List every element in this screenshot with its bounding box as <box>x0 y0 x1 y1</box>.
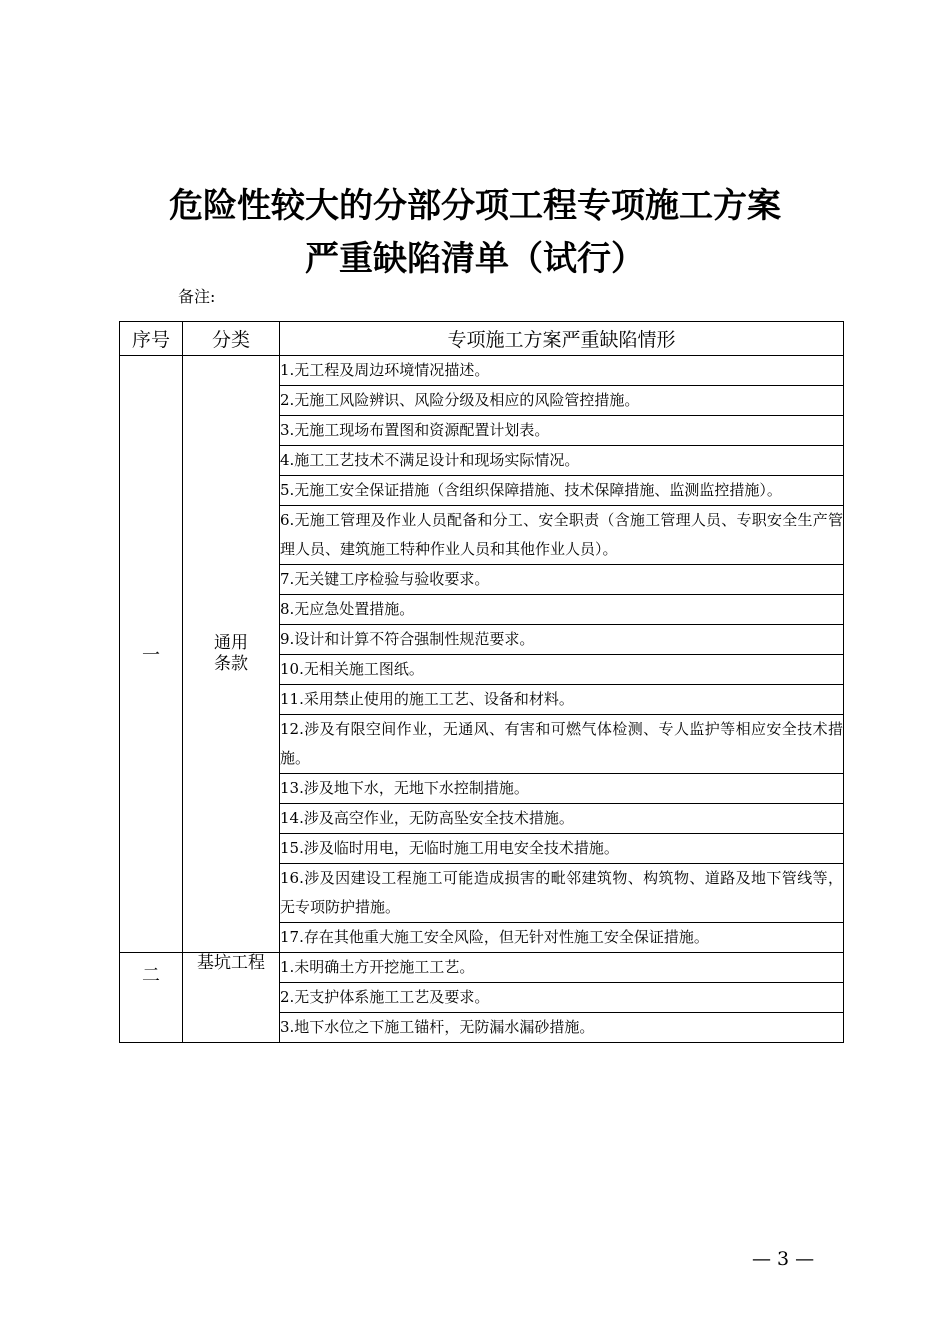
header-category: 分类 <box>183 322 280 356</box>
header-description: 专项施工方案严重缺陷情形 <box>280 322 844 356</box>
defect-item: 5.无施工安全保证措施（含组织保障措施、技术保障措施、监测监控措施）。 <box>280 476 844 506</box>
defect-item: 6.无施工管理及作业人员配备和分工、安全职责（含施工管理人员、专职安全生产管理人员、建筑施工特种作业人员和其他作业人员）。 <box>280 506 844 565</box>
defect-item: 11.采用禁止使用的施工工艺、设备和材料。 <box>280 685 844 715</box>
title-line-1: 危险性较大的分部分项工程专项施工方案 <box>169 186 781 226</box>
defect-item: 3.地下水位之下施工锚杆，无防漏水漏砂措施。 <box>280 1013 844 1043</box>
table-row <box>120 356 844 386</box>
title-line-2: 严重缺陷清单（试行） <box>305 239 645 279</box>
defect-item: 15.涉及临时用电，无临时施工用电安全技术措施。 <box>280 834 844 864</box>
group-number: 一 <box>120 356 183 953</box>
note-label: 备注: <box>178 287 216 306</box>
page-number: — 3 — <box>752 1248 815 1270</box>
group-category <box>183 953 280 1043</box>
group-category <box>183 356 280 953</box>
table-row <box>120 953 844 983</box>
defect-item: 17.存在其他重大施工安全风险，但无针对性施工安全保证措施。 <box>280 923 844 953</box>
defect-item: 1.未明确土方开挖施工工艺。 <box>280 953 844 983</box>
defect-item: 13.涉及地下水，无地下水控制措施。 <box>280 774 844 804</box>
defect-item: 2.无施工风险辨识、风险分级及相应的风险管控措施。 <box>280 386 844 416</box>
defect-item: 4.施工工艺技术不满足设计和现场实际情况。 <box>280 446 844 476</box>
header-no: 序号 <box>120 322 183 356</box>
defect-item: 1.无工程及周边环境情况描述。 <box>280 356 844 386</box>
table-header-row <box>120 322 844 356</box>
group-number: 二 <box>120 953 183 1043</box>
defect-item: 9.设计和计算不符合强制性规范要求。 <box>280 625 844 655</box>
defect-item: 2.无支护体系施工工艺及要求。 <box>280 983 844 1013</box>
defects-table <box>119 321 844 1043</box>
defect-item: 16.涉及因建设工程施工可能造成损害的毗邻建筑物、构筑物、道路及地下管线等，无专项防护措施。 <box>280 864 844 923</box>
group-category-label: 基坑工程 <box>197 953 265 973</box>
defect-item: 8.无应急处置措施。 <box>280 595 844 625</box>
defect-item: 10.无相关施工图纸。 <box>280 655 844 685</box>
defect-item: 12.涉及有限空间作业，无通风、有害和可燃气体检测、专人监护等相应安全技术措施。 <box>280 715 844 774</box>
page-title <box>0 180 950 286</box>
defect-item: 7.无关键工序检验与验收要求。 <box>280 565 844 595</box>
group-category-label: 通用条款 <box>214 633 248 674</box>
defect-item: 3.无施工现场布置图和资源配置计划表。 <box>280 416 844 446</box>
defect-item: 14.涉及高空作业，无防高坠安全技术措施。 <box>280 804 844 834</box>
